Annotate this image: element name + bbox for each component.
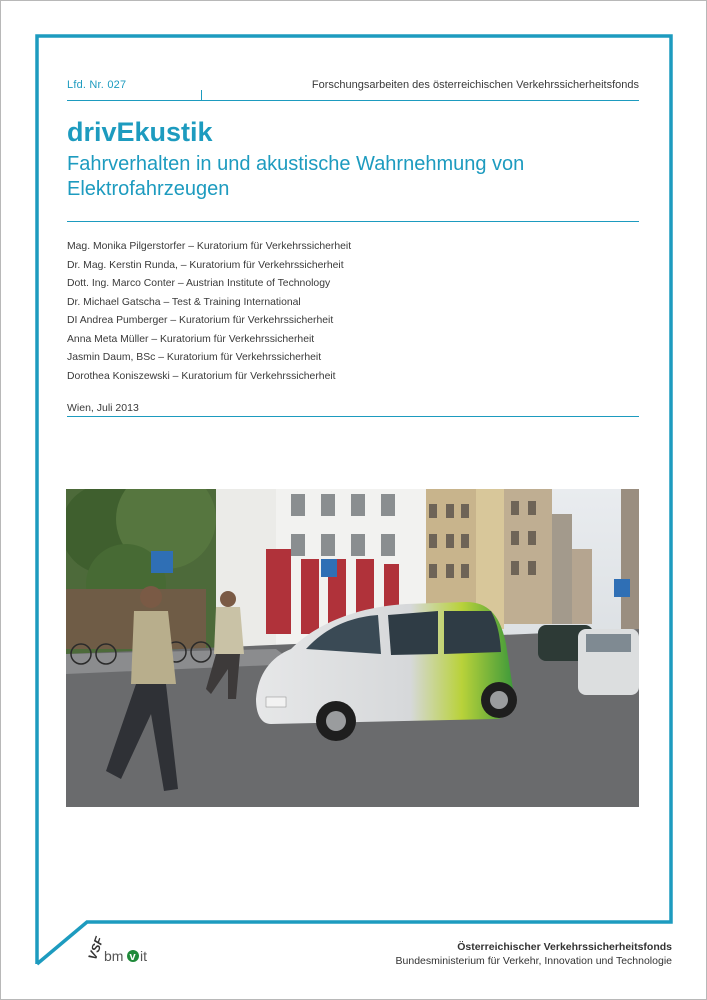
author-item: Dr. Michael Gatscha – Test & Training International [67,296,301,308]
logo-vsf-text: VSF [85,935,107,962]
author-item: DI Andrea Pumberger – Kuratorium für Verkehrssicherheit [67,315,334,326]
footer-org-primary: Österreichischer Verkehrssicherheitsfonds [457,941,672,953]
author-item: Jasmin Daum, BSc – Kuratorium für Verkehrssicherheit [67,352,322,363]
document-subtitle: Fahrverhalten in und akustische Wahrnehmung von Elektrofahrzeugen [67,153,525,200]
vsf-bmvit-logo [84,935,154,971]
header-tick [201,90,202,100]
footer-org-secondary: Bundesministerium für Verkehr, Innovation und Technologie [395,955,672,967]
logo-bm-text: bm [104,948,124,964]
title-rule [67,221,639,222]
author-item: Anna Meta Müller – Kuratorium für Verkehrssicherheit [67,333,315,345]
author-item: Dott. Ing. Marco Conter – Austrian Institute of Technology [67,278,331,289]
author-item: Mag. Monika Pilgerstorfer – Kuratorium für Verkehrssicherheit [67,241,352,252]
date-rule [67,416,639,417]
header-rule [67,100,639,101]
logo-v-text: v [129,951,136,963]
document-title: drivEkustik [67,117,213,147]
author-item: Dr. Mag. Kerstin Runda, – Kuratorium für Verkehrssicherheit [67,259,344,271]
series-title: Forschungsarbeiten des österreichischen Verkehrssicherheitsfonds [311,79,639,91]
publication-date: Wien, Juli 2013 [67,402,139,414]
author-item: Dorothea Koniszewski – Kuratorium für Verkehrssicherheit [67,370,336,382]
series-number: Lfd. Nr. 027 [67,79,127,91]
author-list [67,238,351,386]
cover-photo [66,489,639,807]
logo-it-text: it [140,948,147,964]
